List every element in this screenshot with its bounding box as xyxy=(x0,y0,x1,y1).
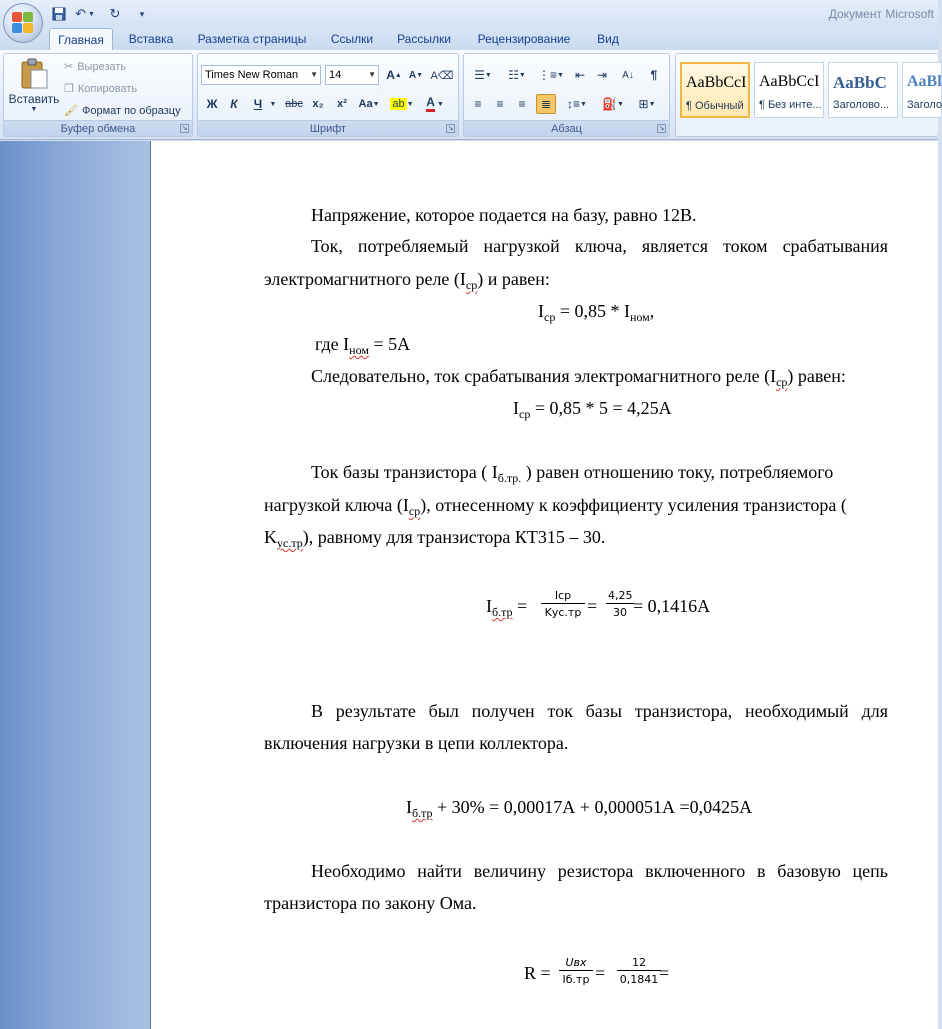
tab-references[interactable]: Ссылки xyxy=(330,32,374,46)
style-name: Заголо xyxy=(907,99,942,111)
italic-button[interactable]: К xyxy=(230,97,238,111)
cut-label: Вырезать xyxy=(77,60,127,73)
paragraph-line: Необходимо найти величину резистора включенного в базовую цепь xyxy=(311,861,888,881)
title-bar xyxy=(0,0,938,28)
format-painter-button[interactable] xyxy=(64,104,181,117)
style-sample: AaBbCcI xyxy=(759,73,820,90)
align-right-icon: ≡ xyxy=(518,97,526,111)
cut-button[interactable] xyxy=(64,60,126,73)
decrease-indent-button[interactable] xyxy=(570,65,590,85)
grow-font-icon: A xyxy=(386,68,395,82)
strikethrough-button[interactable]: abc xyxy=(285,98,303,110)
font-group xyxy=(197,53,459,137)
pilcrow-icon: ¶ xyxy=(650,68,658,82)
save-icon[interactable] xyxy=(50,5,68,23)
paragraph-line: Ток, потребляемый нагрузкой ключа, является током срабатывания xyxy=(311,236,888,256)
align-left-icon: ≡ xyxy=(474,97,482,111)
style-heading-2[interactable] xyxy=(902,62,942,118)
font-group-label: Шрифт xyxy=(198,120,458,136)
equation-value: = 0,1416А xyxy=(633,596,711,616)
fraction: Iср Kус.тр xyxy=(541,589,585,619)
font-size-value: 14 xyxy=(329,69,342,81)
equation-result: $I_{ср} = 0,85 * 5 = 4,25А$ xyxy=(513,398,672,421)
font-name-value: Times New Roman xyxy=(205,69,299,81)
highlight-button[interactable]: ab ▼ xyxy=(392,98,414,110)
paragraph-line: Напряжение, которое подается на базу, равно 12В. xyxy=(311,205,697,225)
copy-button[interactable] xyxy=(64,82,137,95)
chevron-down-icon: ▼ xyxy=(368,70,376,79)
sort-button[interactable] xyxy=(618,65,638,85)
font-color-icon: A xyxy=(426,96,435,112)
window-title: Документ Microsoft xyxy=(828,7,934,21)
ribbon xyxy=(0,50,942,140)
tab-home[interactable]: Главная xyxy=(49,28,113,50)
underline-dropdown-icon[interactable]: ▼ xyxy=(269,100,277,108)
font-launcher-icon[interactable]: ↘ xyxy=(447,125,454,132)
justify-icon: ≣ xyxy=(540,97,552,111)
borders-icon: ⊞ xyxy=(638,97,649,111)
paragraph-line: включения нагрузки в цепи коллектора. xyxy=(264,733,569,753)
paragraph-line: В результате был получен ток базы транзистора, необходимый для xyxy=(311,701,888,721)
equation-current: $I_{ср} = 0,85 * I_{ном}$, xyxy=(538,301,655,324)
styles-group xyxy=(675,53,942,137)
tab-view[interactable]: Вид xyxy=(597,32,619,46)
copy-label: Копировать xyxy=(77,82,138,95)
line-spacing-icon: ↕≡ xyxy=(567,97,581,111)
paragraph-line: нагрузкой ключа $(I_{ср})$, отнесенному к коэффициенту усиления транзистора ( xyxy=(264,495,847,518)
increase-indent-icon: ⇥ xyxy=(596,68,608,82)
office-button[interactable] xyxy=(3,3,43,43)
multilevel-list-button[interactable]: ⋮≡ ▼ xyxy=(538,68,564,82)
grow-font-button[interactable]: A ▲ xyxy=(386,68,402,82)
multilevel-list-icon: ⋮≡ xyxy=(538,68,558,82)
clipboard-group xyxy=(3,53,193,137)
change-case-label: Aa xyxy=(358,98,373,110)
paragraph-line: Ток базы транзистора ( $I_{б.тр.}$ ) равен отношению току, потребляемого xyxy=(311,462,834,485)
superscript-button[interactable]: x² xyxy=(337,98,347,110)
quick-access-menu-icon[interactable]: ▾ xyxy=(139,8,145,19)
subscript-button[interactable]: x₂ xyxy=(312,98,324,110)
paragraph-line: где $I_{ном} = 5А$ xyxy=(315,334,411,357)
numbering-button[interactable]: ☷ ▼ xyxy=(508,68,526,82)
paste-icon xyxy=(19,58,49,90)
tab-review[interactable]: Рецензирование xyxy=(477,32,571,46)
paste-label: Вставить xyxy=(8,92,60,106)
equation-resistor: R = xyxy=(524,963,551,983)
style-name: ¶ Обычный xyxy=(686,100,744,112)
tab-page-layout[interactable]: Разметка страницы xyxy=(197,32,307,46)
shrink-font-icon: A xyxy=(408,69,417,81)
change-case-button[interactable]: Aa ▼ xyxy=(358,98,380,110)
ribbon-tabs xyxy=(0,28,938,50)
paragraph-line: Следовательно, ток срабатывания электромагнитного реле $(I_{ср})$ равен: xyxy=(311,366,846,389)
paragraph-line: $K_{ус.тр}$), равному для транзистора КТ315 – 30. xyxy=(264,527,606,550)
show-marks-button[interactable] xyxy=(644,65,664,85)
style-heading-1[interactable] xyxy=(828,62,898,118)
align-center-icon: ≡ xyxy=(496,97,504,111)
clipboard-launcher-icon[interactable]: ↘ xyxy=(181,125,188,132)
highlighter-icon: ab xyxy=(392,98,405,110)
bold-button[interactable]: Ж xyxy=(206,97,218,111)
style-sample: AaBbC xyxy=(833,73,887,92)
tab-mailings[interactable]: Рассылки xyxy=(397,32,451,46)
fraction: Uвх Iб.тр xyxy=(559,956,593,986)
paragraph-group xyxy=(463,53,670,137)
style-name: Заголово... xyxy=(833,99,890,111)
equals-sign: = xyxy=(587,596,598,616)
undo-icon[interactable]: ↶ ▼ xyxy=(75,6,95,21)
numbered-list-icon: ☷ xyxy=(508,68,519,82)
equals-sign: = xyxy=(595,963,606,983)
fraction: $\frac{12}{0,1841}$ xyxy=(617,956,661,986)
font-color-button[interactable]: A ▼ xyxy=(420,94,450,114)
align-right-button[interactable] xyxy=(512,94,532,114)
paste-button[interactable] xyxy=(8,58,60,118)
scissors-icon: ✂ xyxy=(64,61,74,73)
clear-format-icon: A⌫ xyxy=(430,69,454,82)
equals-sign: = xyxy=(659,963,670,983)
borders-button[interactable]: ⊞ ▼ xyxy=(638,97,656,111)
redo-icon[interactable]: ↻ xyxy=(109,6,121,21)
style-no-spacing[interactable] xyxy=(754,62,824,118)
paragraph-line: транзистора по закону Ома. xyxy=(264,893,477,913)
style-sample: AaBl xyxy=(907,73,942,90)
bullets-button[interactable]: ☰ ▼ xyxy=(474,68,492,82)
paste-dropdown-icon[interactable]: ▼ xyxy=(30,106,38,113)
paragraph-launcher-icon[interactable]: ↘ xyxy=(658,125,665,132)
justify-button[interactable] xyxy=(536,94,556,114)
font-size-select[interactable] xyxy=(325,65,379,85)
decrease-indent-icon: ⇤ xyxy=(574,68,586,82)
document-page[interactable] xyxy=(150,141,938,1029)
align-left-button[interactable] xyxy=(468,94,488,114)
fraction: $\frac{4,25}{30}$ xyxy=(608,589,633,619)
tab-insert[interactable]: Вставка xyxy=(128,32,174,46)
style-normal[interactable] xyxy=(680,62,750,118)
paint-bucket-icon: ⛽ xyxy=(602,97,617,111)
format-painter-label: Формат по образцу xyxy=(81,104,181,117)
style-name: ¶ Без инте... xyxy=(759,99,822,111)
shading-button[interactable]: ⛽ ▼ xyxy=(602,97,624,111)
font-name-select[interactable] xyxy=(201,65,321,85)
line-spacing-button[interactable]: ↕≡ ▼ xyxy=(567,97,587,111)
chevron-down-icon: ▼ xyxy=(310,70,318,79)
paintbrush-icon: 🖌 xyxy=(64,105,78,117)
office-logo-icon xyxy=(12,12,34,34)
left-margin-pane xyxy=(0,141,150,1029)
equation-total-current: $I_{б.тр} + 30\% = 0,00017А + 0,000051А =0,0425А$ xyxy=(406,797,753,820)
style-sample: AaBbCcI xyxy=(686,74,747,91)
increase-indent-button[interactable] xyxy=(592,65,612,85)
equation-base-current: $I_{б.тр}$ = xyxy=(486,596,528,619)
paragraph-line: электромагнитного реле $(I_{ср})$ и равен: xyxy=(264,269,550,292)
paragraph-group-label: Абзац xyxy=(464,120,669,136)
underline-button[interactable]: Ч xyxy=(253,97,263,111)
sort-icon: A↓ xyxy=(622,69,634,81)
clipboard-group-label: Буфер обмена xyxy=(4,120,192,136)
bullet-list-icon: ☰ xyxy=(474,68,485,82)
clear-format-button[interactable] xyxy=(432,65,452,85)
shrink-font-button[interactable]: A ▼ xyxy=(408,69,424,81)
copy-icon: ❐ xyxy=(64,83,74,95)
align-center-button[interactable] xyxy=(490,94,510,114)
